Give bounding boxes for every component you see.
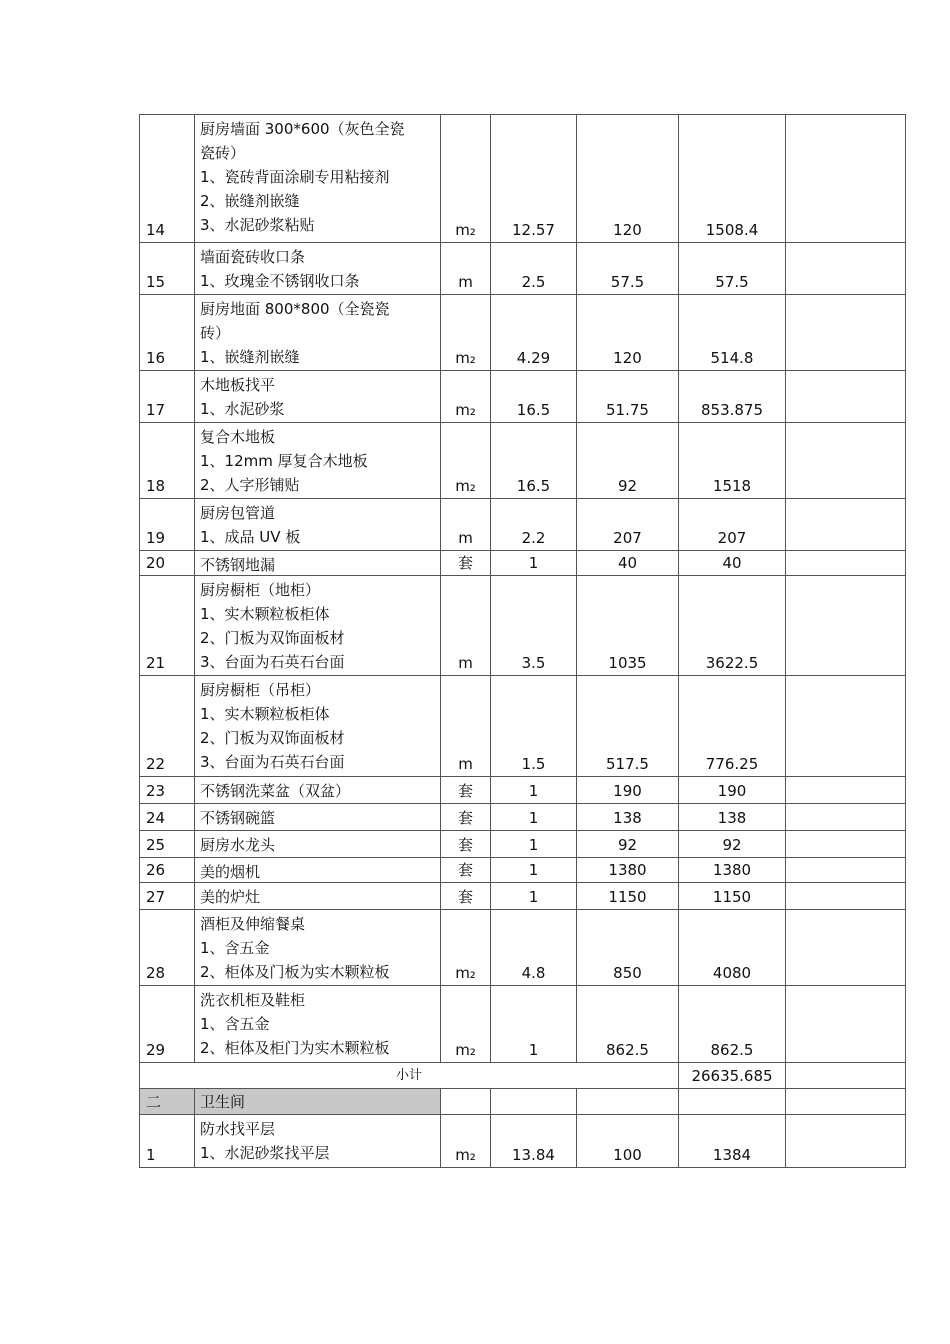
quantity-cell: 4.8: [491, 910, 577, 986]
table-row: [140, 499, 906, 551]
table-row: [140, 831, 906, 858]
row-number: 25: [140, 831, 195, 858]
description-line: 厨房橱柜（吊柜）: [200, 681, 321, 699]
description-line: 洗衣机柜及鞋柜: [200, 991, 306, 1009]
unit-cell: 套: [441, 804, 491, 831]
amount-cell: 40: [679, 551, 786, 576]
description-line: 不锈钢洗菜盆（双盆）: [200, 782, 351, 800]
item-description: [195, 777, 441, 804]
unit-cell: 套: [441, 858, 491, 883]
table-body: [140, 115, 906, 1168]
row-number: 23: [140, 777, 195, 804]
amount-cell: 207: [679, 499, 786, 551]
unit-cell: m₂: [441, 295, 491, 371]
description-line: 1、水泥砂浆找平层: [200, 1144, 330, 1162]
remark-cell: [786, 986, 906, 1063]
empty-cell: [577, 1089, 679, 1115]
unit-price-cell: 1150: [577, 883, 679, 910]
row-number: 1: [140, 1115, 195, 1168]
remark-cell: [786, 499, 906, 551]
table-row: [140, 115, 906, 243]
description-line: 厨房包管道: [200, 504, 276, 522]
quantity-cell: 1.5: [491, 676, 577, 777]
unit-price-cell: 138: [577, 804, 679, 831]
description-line: 1、含五金: [200, 1015, 270, 1033]
description-line: 3、台面为石英石台面: [200, 753, 345, 771]
description-line: 厨房墙面 300*600（灰色全瓷: [200, 120, 405, 138]
quantity-cell: 1: [491, 777, 577, 804]
description-line: 美的烟机: [200, 863, 261, 881]
row-number: 22: [140, 676, 195, 777]
amount-cell: 1508.4: [679, 115, 786, 243]
quantity-cell: 1: [491, 858, 577, 883]
description-line: 2、门板为双饰面板材: [200, 729, 345, 747]
unit-price-cell: 517.5: [577, 676, 679, 777]
unit-price-cell: 57.5: [577, 243, 679, 295]
description-line: 砖）: [200, 324, 231, 342]
unit-cell: m₂: [441, 115, 491, 243]
description-line: 1、实木颗粒板柜体: [200, 705, 330, 723]
subtotal-amount: 26635.685: [679, 1063, 786, 1089]
remark-cell: [786, 831, 906, 858]
description-line: 木地板找平: [200, 376, 276, 394]
amount-cell: 57.5: [679, 243, 786, 295]
table-row: [140, 371, 906, 423]
description-line: 不锈钢碗篮: [200, 809, 276, 827]
unit-price-cell: 850: [577, 910, 679, 986]
remark-cell: [786, 804, 906, 831]
quantity-cell: 3.5: [491, 576, 577, 676]
section-number: 二: [140, 1089, 195, 1115]
amount-cell: 4080: [679, 910, 786, 986]
table-row: [140, 777, 906, 804]
quantity-cell: 2.5: [491, 243, 577, 295]
unit-cell: m₂: [441, 371, 491, 423]
item-description: [195, 576, 441, 676]
remark-cell: [786, 883, 906, 910]
empty-cell: [679, 1089, 786, 1115]
item-description: [195, 423, 441, 499]
quantity-cell: 16.5: [491, 371, 577, 423]
remark-cell: [786, 371, 906, 423]
item-description: [195, 676, 441, 777]
row-number: 18: [140, 423, 195, 499]
remark-cell: [786, 676, 906, 777]
description-line: 1、嵌缝剂嵌缝: [200, 348, 300, 366]
amount-cell: 1380: [679, 858, 786, 883]
unit-price-cell: 120: [577, 115, 679, 243]
remark-cell: [786, 423, 906, 499]
row-number: 28: [140, 910, 195, 986]
row-number: 14: [140, 115, 195, 243]
table-row: [140, 295, 906, 371]
unit-cell: m₂: [441, 986, 491, 1063]
subtotal-row: [140, 1063, 906, 1089]
row-number: 29: [140, 986, 195, 1063]
amount-cell: 1384: [679, 1115, 786, 1168]
description-line: 美的炉灶: [200, 888, 261, 906]
row-number: 21: [140, 576, 195, 676]
unit-cell: m₂: [441, 423, 491, 499]
unit-price-cell: 40: [577, 551, 679, 576]
empty-cell: [786, 1089, 906, 1115]
section-title: 卫生间: [195, 1089, 441, 1115]
description-line: 瓷砖）: [200, 144, 246, 162]
amount-cell: 514.8: [679, 295, 786, 371]
quantity-cell: 13.84: [491, 1115, 577, 1168]
description-line: 2、嵌缝剂嵌缝: [200, 192, 300, 210]
quantity-cell: 12.57: [491, 115, 577, 243]
amount-cell: 3622.5: [679, 576, 786, 676]
item-description: [195, 295, 441, 371]
quantity-cell: 1: [491, 883, 577, 910]
description-line: 2、人字形铺贴: [200, 476, 300, 494]
row-number: 20: [140, 551, 195, 576]
row-number: 24: [140, 804, 195, 831]
table-row: [140, 1115, 906, 1168]
unit-cell: m: [441, 676, 491, 777]
row-number: 26: [140, 858, 195, 883]
amount-cell: 190: [679, 777, 786, 804]
description-line: 2、柜体及门板为实木颗粒板: [200, 963, 390, 981]
item-description: [195, 910, 441, 986]
table-row: [140, 910, 906, 986]
description-line: 防水找平层: [200, 1120, 276, 1138]
remark-cell: [786, 1063, 906, 1089]
quantity-cell: 1: [491, 551, 577, 576]
description-line: 不锈钢地漏: [200, 556, 276, 574]
remark-cell: [786, 295, 906, 371]
table-row: [140, 676, 906, 777]
unit-price-cell: 862.5: [577, 986, 679, 1063]
remark-cell: [786, 858, 906, 883]
description-line: 1、12mm 厚复合木地板: [200, 452, 368, 470]
table-row: [140, 986, 906, 1063]
remark-cell: [786, 115, 906, 243]
item-description: [195, 858, 441, 883]
table-row: [140, 804, 906, 831]
item-description: [195, 551, 441, 576]
quantity-cell: 1: [491, 831, 577, 858]
description-line: 1、水泥砂浆: [200, 400, 285, 418]
unit-cell: m: [441, 499, 491, 551]
unit-price-cell: 120: [577, 295, 679, 371]
description-line: 3、台面为石英石台面: [200, 653, 345, 671]
amount-cell: 1150: [679, 883, 786, 910]
description-line: 2、柜体及柜门为实木颗粒板: [200, 1039, 390, 1057]
unit-price-cell: 100: [577, 1115, 679, 1168]
quantity-cell: 16.5: [491, 423, 577, 499]
description-line: 厨房水龙头: [200, 836, 276, 854]
description-line: 1、实木颗粒板柜体: [200, 605, 330, 623]
quantity-cell: 1: [491, 986, 577, 1063]
remark-cell: [786, 910, 906, 986]
table-row: [140, 883, 906, 910]
item-description: [195, 243, 441, 295]
amount-cell: 1518: [679, 423, 786, 499]
unit-price-cell: 190: [577, 777, 679, 804]
item-description: [195, 831, 441, 858]
table-row: [140, 576, 906, 676]
remark-cell: [786, 1115, 906, 1168]
quantity-cell: 1: [491, 804, 577, 831]
unit-price-cell: 92: [577, 831, 679, 858]
item-description: [195, 804, 441, 831]
unit-cell: 套: [441, 777, 491, 804]
amount-cell: 862.5: [679, 986, 786, 1063]
amount-cell: 853.875: [679, 371, 786, 423]
unit-price-cell: 1380: [577, 858, 679, 883]
unit-price-cell: 92: [577, 423, 679, 499]
unit-price-cell: 51.75: [577, 371, 679, 423]
section-header-row: [140, 1089, 906, 1115]
item-description: [195, 986, 441, 1063]
table-row: [140, 858, 906, 883]
empty-cell: [491, 1089, 577, 1115]
description-line: 1、成品 UV 板: [200, 528, 301, 546]
item-description: [195, 499, 441, 551]
row-number: 27: [140, 883, 195, 910]
unit-cell: m: [441, 576, 491, 676]
description-line: 1、玫瑰金不锈钢收口条: [200, 272, 360, 290]
description-line: 墙面瓷砖收口条: [200, 248, 306, 266]
unit-price-cell: 1035: [577, 576, 679, 676]
table-row: [140, 551, 906, 576]
description-line: 2、门板为双饰面板材: [200, 629, 345, 647]
description-line: 3、水泥砂浆粘贴: [200, 216, 315, 234]
item-description: [195, 371, 441, 423]
description-line: 1、瓷砖背面涂刷专用粘接剂: [200, 168, 390, 186]
row-number: 16: [140, 295, 195, 371]
amount-cell: 138: [679, 804, 786, 831]
item-description: [195, 1115, 441, 1168]
amount-cell: 776.25: [679, 676, 786, 777]
quantity-cell: 4.29: [491, 295, 577, 371]
description-line: 厨房橱柜（地柜）: [200, 581, 321, 599]
item-description: [195, 883, 441, 910]
description-line: 酒柜及伸缩餐桌: [200, 915, 306, 933]
table-row: [140, 423, 906, 499]
unit-cell: 套: [441, 831, 491, 858]
table-row: [140, 243, 906, 295]
row-number: 15: [140, 243, 195, 295]
remark-cell: [786, 777, 906, 804]
quantity-cell: 2.2: [491, 499, 577, 551]
unit-cell: m₂: [441, 1115, 491, 1168]
amount-cell: 92: [679, 831, 786, 858]
description-line: 复合木地板: [200, 428, 276, 446]
description-line: 1、含五金: [200, 939, 270, 957]
remark-cell: [786, 243, 906, 295]
subtotal-label: 小计: [140, 1063, 679, 1089]
description-line: 厨房地面 800*800（全瓷瓷: [200, 300, 390, 318]
empty-cell: [441, 1089, 491, 1115]
item-description: [195, 115, 441, 243]
unit-price-cell: 207: [577, 499, 679, 551]
row-number: 17: [140, 371, 195, 423]
unit-cell: m₂: [441, 910, 491, 986]
remark-cell: [786, 576, 906, 676]
row-number: 19: [140, 499, 195, 551]
unit-cell: m: [441, 243, 491, 295]
unit-cell: 套: [441, 551, 491, 576]
unit-cell: 套: [441, 883, 491, 910]
remark-cell: [786, 551, 906, 576]
quote-table: [139, 114, 906, 1168]
